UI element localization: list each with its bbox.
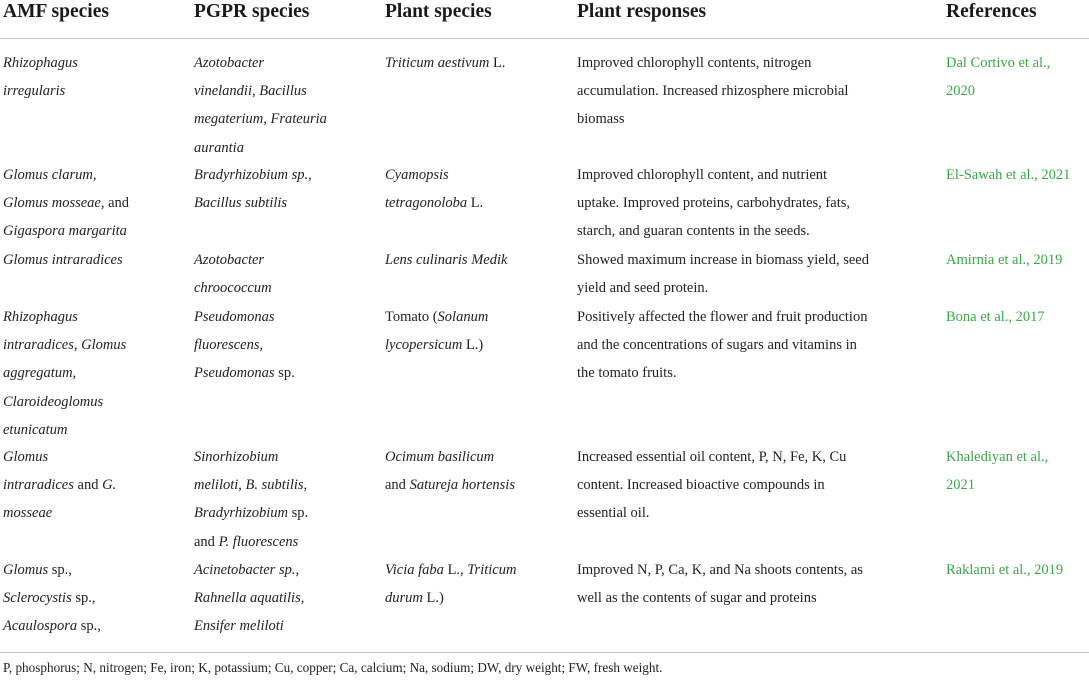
ref-line: 2021 xyxy=(946,477,975,494)
response-line: Improved N, P, Ca, K, and Na shoots contents, as xyxy=(577,562,863,578)
row5-pgpr xyxy=(194,443,374,556)
pgpr-line: vinelandii, Bacillus xyxy=(194,83,307,100)
row5-plant xyxy=(385,443,570,499)
plant-suffix: L. xyxy=(489,55,506,71)
plant-name: tetragonoloba xyxy=(385,195,468,212)
plant-prefix: Tomato ( xyxy=(385,309,438,325)
response-line: accumulation. Increased rhizosphere microbial xyxy=(577,83,849,100)
row5-amf xyxy=(3,443,178,528)
response-line: biomass xyxy=(577,111,625,128)
amf-line: mosseae xyxy=(3,505,53,522)
ref-line: 2020 xyxy=(946,83,975,100)
amf-suffix: sp., xyxy=(51,562,72,578)
row1-plant xyxy=(385,49,570,77)
row6-plant xyxy=(385,556,570,612)
row1-amf xyxy=(3,49,178,105)
pgpr-line: Bradyrhizobium xyxy=(194,505,288,522)
pgpr-line: Rahnella aquatilis, xyxy=(194,590,305,607)
header-pgpr-species: PGPR species xyxy=(194,1,310,22)
plant-suffix: L., xyxy=(443,562,468,578)
row1-pgpr xyxy=(194,49,374,162)
ref-line: Khalediyan et al., xyxy=(946,449,1049,465)
pgpr-line: aurantia xyxy=(194,139,244,156)
row2-reference-link[interactable] xyxy=(946,161,1089,189)
amf-line: G. xyxy=(102,477,117,494)
amf-line: Glomus mosseae, xyxy=(3,195,105,212)
amf-line: etunicatum xyxy=(3,421,68,438)
pgpr-line: Pseudomonas xyxy=(194,309,275,325)
response-line: essential oil. xyxy=(577,505,650,522)
pgpr-suffix: sp. xyxy=(291,505,309,522)
row4-reference-link[interactable] xyxy=(946,303,1089,331)
row2-response xyxy=(577,161,917,246)
amf-line: Sclerocystis xyxy=(3,590,72,607)
amf-connector: and xyxy=(77,477,99,494)
pgpr-line: megaterium, Frateuria xyxy=(194,111,327,128)
row5-reference-link[interactable] xyxy=(946,443,1089,499)
row3-plant xyxy=(385,246,570,274)
plant-name: Vicia faba xyxy=(385,562,444,578)
amf-line: Claroideoglomus xyxy=(3,393,104,410)
plant-name: Solanum xyxy=(437,309,489,325)
header-plant-responses: Plant responses xyxy=(577,1,707,22)
row3-amf xyxy=(3,246,178,274)
ref-line: Raklami et al., 2019 xyxy=(946,562,1064,578)
amf-line: Rhizophagus xyxy=(3,55,78,71)
plant-suffix: L.) xyxy=(462,337,484,354)
ref-line: Bona et al., 2017 xyxy=(946,309,1045,325)
amf-line: aggregatum, xyxy=(3,365,77,382)
amf-line: irregularis xyxy=(3,83,66,100)
footer-rule xyxy=(0,652,1089,653)
plant-name: durum xyxy=(385,590,423,607)
row1-reference-link[interactable] xyxy=(946,49,1089,105)
response-line: Improved chlorophyll content, and nutrient xyxy=(577,167,828,183)
response-line: starch, and guaran contents in the seeds. xyxy=(577,223,810,240)
pgpr-line: Sinorhizobium xyxy=(194,449,279,465)
row5-response xyxy=(577,443,917,528)
amf-line: Acaulospora xyxy=(3,618,78,635)
table-footnote: P, phosphorus; N, nitrogen; Fe, iron; K, potassium; Cu, copper; Ca, calcium; Na, sodium; DW, dry weight; FW, fresh weight. xyxy=(3,660,663,675)
row6-response xyxy=(577,556,917,612)
response-line: and the concentrations of sugars and vitamins in xyxy=(577,337,857,354)
pgpr-line: Ensifer meliloti xyxy=(194,618,284,635)
response-line: the tomato fruits. xyxy=(577,365,677,382)
plant-suffix: L. xyxy=(467,195,484,212)
pgpr-line: fluorescens, xyxy=(194,337,264,354)
plant-name: Ocimum basilicum xyxy=(385,449,495,465)
row6-reference-link[interactable] xyxy=(946,556,1089,584)
header-references: References xyxy=(946,1,1037,22)
plant-name: Triticum aestivum xyxy=(385,55,490,71)
header-amf-species: AMF species xyxy=(3,1,109,22)
amf-line: Glomus xyxy=(3,562,49,578)
row4-amf xyxy=(3,303,178,444)
row1-response xyxy=(577,49,917,134)
row2-amf xyxy=(3,161,178,246)
plant-name: Triticum xyxy=(467,562,517,578)
amf-line: Gigaspora margarita xyxy=(3,223,127,240)
ref-line: Amirnia et al., 2019 xyxy=(946,252,1063,268)
pgpr-line: Pseudomonas xyxy=(194,365,275,382)
row3-reference-link[interactable] xyxy=(946,246,1089,274)
pgpr-connector: and xyxy=(194,533,215,550)
row2-plant xyxy=(385,161,570,217)
plant-name: lycopersicum xyxy=(385,337,463,354)
response-line: Improved chlorophyll contents, nitrogen xyxy=(577,55,812,71)
amf-line: Glomus xyxy=(3,449,49,465)
row2-pgpr xyxy=(194,161,374,217)
row4-response xyxy=(577,303,917,388)
plant-suffix: L.) xyxy=(422,590,444,607)
amf-line: Glomus clarum, xyxy=(3,167,97,183)
amf-line: intraradices xyxy=(3,477,74,494)
pgpr-suffix: sp. xyxy=(278,365,295,382)
response-line: uptake. Improved proteins, carbohydrates, fats, xyxy=(577,195,850,212)
response-line: yield and seed protein. xyxy=(577,280,709,297)
plant-prefix: and xyxy=(385,477,410,494)
plant-name: Cyamopsis xyxy=(385,167,449,183)
pgpr-line: Azotobacter xyxy=(194,55,265,71)
response-line: Increased essential oil content, P, N, Fe, K, Cu xyxy=(577,449,847,465)
ref-line: El-Sawah et al., 2021 xyxy=(946,167,1071,183)
response-line: Showed maximum increase in biomass yield, seed xyxy=(577,252,869,268)
pgpr-line: Acinetobacter sp., xyxy=(194,562,300,578)
response-line: Positively affected the flower and fruit production xyxy=(577,309,868,325)
pgpr-line: Azotobacter xyxy=(194,252,265,268)
row4-pgpr xyxy=(194,303,374,388)
row4-plant xyxy=(385,303,570,359)
amf-line: Rhizophagus xyxy=(3,309,78,325)
row6-pgpr xyxy=(194,556,374,641)
amf-suffix: sp., xyxy=(75,590,96,607)
pgpr-line: Bacillus subtilis xyxy=(194,195,288,212)
row3-response xyxy=(577,246,917,302)
plant-name: Lens culinaris Medik xyxy=(385,252,508,268)
amf-connector: and xyxy=(108,195,130,212)
response-line: well as the contents of sugar and proteins xyxy=(577,590,817,607)
plant-name: Satureja hortensis xyxy=(409,477,515,494)
pgpr-line: meliloti, B. subtilis, xyxy=(194,477,308,494)
amf-line: intraradices, Glomus xyxy=(3,337,127,354)
row3-pgpr xyxy=(194,246,374,302)
header-plant-species: Plant species xyxy=(385,1,492,22)
header-rule xyxy=(0,38,1089,39)
pgpr-line: chroococcum xyxy=(194,280,272,297)
amf-line: Glomus intraradices xyxy=(3,252,123,268)
pgpr-line: Bradyrhizobium sp., xyxy=(194,167,312,183)
row6-amf xyxy=(3,556,178,641)
ref-line: Dal Cortivo et al., xyxy=(946,55,1051,71)
response-line: content. Increased bioactive compounds in xyxy=(577,477,825,494)
pgpr-line: P. fluorescens xyxy=(218,533,299,550)
amf-suffix: sp., xyxy=(80,618,101,635)
